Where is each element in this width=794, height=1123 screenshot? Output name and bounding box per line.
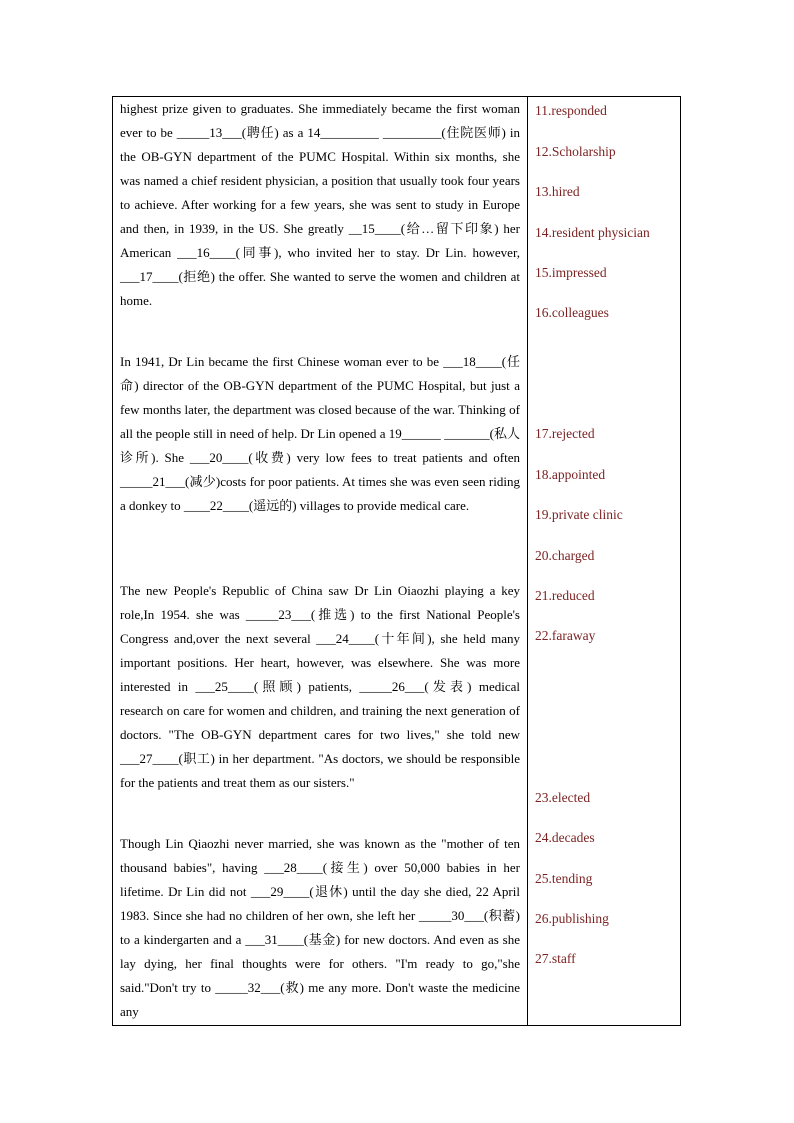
- answer-item: 11.responded: [535, 103, 607, 118]
- answer-item: 13.hired: [535, 184, 580, 199]
- answer-key-cell: [528, 97, 681, 1026]
- answer-item: 14.resident physician: [535, 225, 650, 240]
- answer-item: 26.publishing: [535, 911, 609, 926]
- paragraph-2: In 1941, Dr Lin became the first Chinese woman ever to be ___18____(任命) director of the OB-GYN department of the PUMC Hospital, but just a few months later, the department was closed because of the war. Thinking of all the people still in need of help. Dr Lin opened a 19______ _______(私人诊所). She ___20____(收费) very low fees to treat patients and often _____21___(减少)costs for poor patients. At times she was even seen riding a donkey to ____22____(遥远的) villages to provide medical care.: [120, 354, 520, 513]
- answer-table: [112, 96, 681, 1026]
- answer-item: 20.charged: [535, 548, 595, 563]
- answer-item: 22.faraway: [535, 628, 596, 643]
- answer-item: 25.tending: [535, 871, 593, 886]
- answer-item: 17.rejected: [535, 426, 595, 441]
- passage-cell: [113, 97, 528, 1026]
- answer-item: 18.appointed: [535, 467, 606, 482]
- answer-item: 19.private clinic: [535, 507, 623, 522]
- answer-item: 12.Scholarship: [535, 144, 616, 159]
- paragraph-4: Though Lin Qiaozhi never married, she was known as the "mother of ten thousand babies", having ___28____(接生) over 50,000 babies in her lifetime. Dr Lin did not ___29____(退休) until the day she died, 22 April 1983. Since she had no children of her own, she left her _____30___(积蓄) to a kindergarten and a ___31____(基金) for new doctors. And even as she lay dying, her final thoughts were for others. "I'm ready to go,"she said."Don't try to _____32___(救) me any more. Don't waste the medicine any: [120, 836, 520, 1019]
- answer-item: 23.elected: [535, 790, 591, 805]
- paragraph-3: The new People's Republic of China saw Dr Lin Oiaozhi playing a key role,In 1954. she was _____23___(推选) to the first National People's Congress and,over the next several ___24____(十年间), she held many important positions. Her heart, however, was elsewhere. She was more interested in ___25____(照顾) patients, _____26___(发表) medical research on care for women and children, and training the next generation of doctors. "The OB-GYN department cares for two lives," she told new ___27____(职工) in her department. "As doctors, we should be responsible for the patients and treat them as our sisters.": [120, 583, 520, 790]
- answer-item: 21.reduced: [535, 588, 595, 603]
- paragraph-1: highest prize given to graduates. She immediately became the first woman ever to be _____13___(聘任) as a 14_________ _________(住院医师) in the OB-GYN department of the PUMC Hospital. Within six months, she was named a chief resident physician, a position that usually took four years to achieve. After working for a few years, she was sent to study in Europe and then, in 1939, in the US. She greatly __15____(给…留下印象) her American ___16____(同事), who invited her to stay. Dr Lin. however, ___17____(拒绝) the offer. She wanted to serve the women and children at home.: [120, 101, 520, 308]
- answer-item: 16.colleagues: [535, 305, 609, 320]
- answer-item: 24.decades: [535, 830, 595, 845]
- answer-item: 27.staff: [535, 951, 576, 966]
- table-row: [113, 97, 681, 1026]
- answer-item: 15.impressed: [535, 265, 607, 280]
